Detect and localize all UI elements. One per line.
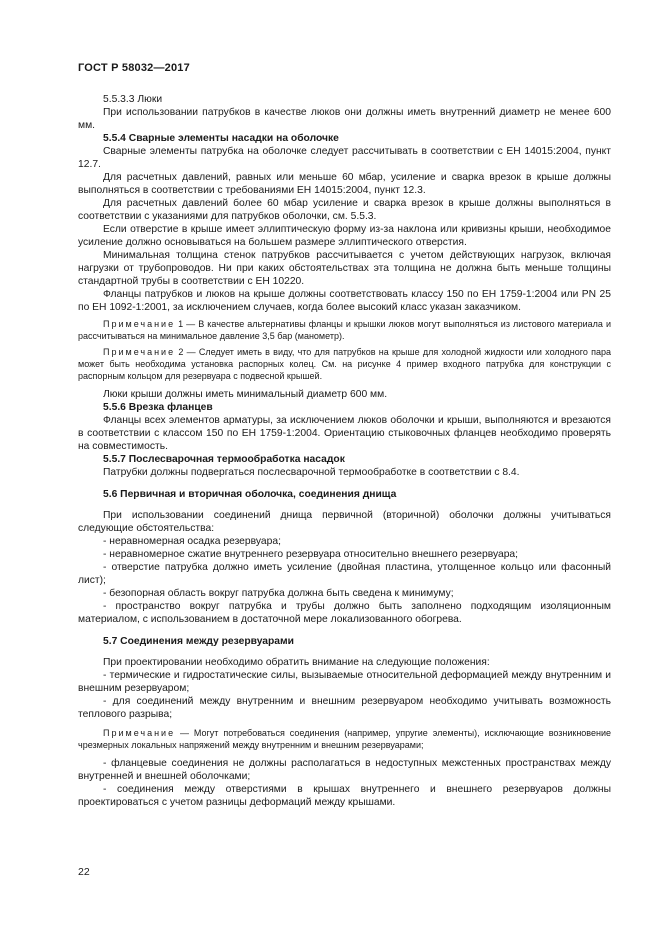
section-heading: 5.5.7 Послесварочная термообработка насадок <box>103 454 345 465</box>
paragraph: При проектировании необходимо обратить внимание на следующие положения: <box>103 657 490 668</box>
note-text: — Могут потребоваться соединения (например, упругие элементы), исключающие возникновение чрезмерных локальных напряжений между внутренним и внешним резервуарами; <box>78 728 611 750</box>
paragraph: Сварные элементы патрубка на оболочке следует рассчитывать в соответствии с ЕН 14015:2004, пункт 12.7. <box>78 146 611 170</box>
note <box>78 727 611 751</box>
note-label: Примечание <box>103 347 176 357</box>
list-item: - для соединений между внутренним и внешним резервуаром необходимо учитывать возможность теплового разрыва; <box>78 696 611 720</box>
paragraph: Для расчетных давлений, равных или меньше 60 мбар, усиление и сварка врезок в крыше должны выполняться в соответствии с требованиями ЕН 14015:2004, пункт 12.3. <box>78 172 611 196</box>
note-text: 2 — Следует иметь в виду, что для патрубков на крыше для холодной жидкости или холодного пара может быть необходима установка распорных колец. См. на рисунке 4 пример входного патрубка для конструкции с распорным кольцом для резервуара с подвесной крышей. <box>78 347 611 381</box>
section-heading: 5.5.4 Сварные элементы насадки на оболочке <box>103 133 339 144</box>
list-item: - фланцевые соединения не должны располагаться в недоступных межстенных пространствах между внутренней и внешней оболочками; <box>78 758 611 782</box>
list-item: - отверстие патрубка должно иметь усиление (двойная пластина, утолщенное кольцо или фасонный лист); <box>78 562 611 586</box>
paragraph: Фланцы патрубков и люков на крыше должны соответствовать классу 150 по ЕН 1759-1:2004 или PN 25 по ЕН 1092-1:2001, за исключением случаев, когда более высокий класс указан заказчиком. <box>78 289 611 313</box>
document-header: ГОСТ Р 58032—2017 <box>78 62 190 74</box>
list-item: - термические и гидростатические силы, вызываемые относительной деформацией между внутренним и внешним резервуаром; <box>78 670 611 694</box>
page-number: 22 <box>78 866 90 878</box>
paragraph: Патрубки должны подвергаться послесварочной термообработке в соответствии с 8.4. <box>103 467 520 478</box>
paragraph: При использовании соединений днища первичной (вторичной) оболочки должны учитываться следующие обстоятельства: <box>78 510 611 534</box>
section-heading: 5.6 Первичная и вторичная оболочка, соединения днища <box>103 489 397 500</box>
paragraph: 5.5.3.3 Люки <box>103 94 163 105</box>
section-heading: 5.5.6 Врезка фланцев <box>103 402 213 413</box>
list-item: - неравномерная осадка резервуара; <box>103 536 281 547</box>
note <box>78 346 611 382</box>
paragraph: Если отверстие в крыше имеет эллиптическую форму из-за наклона или кривизны крыши, необходимое усиление должно основываться на большем размере эллиптического отверстия. <box>78 224 611 248</box>
paragraph: Минимальная толщина стенок патрубков рассчитывается с учетом действующих нагрузок, включая нагрузки от трубопроводов. Ни при каких обстоятельствах эта толщина не должна быть меньше толщины стандартной трубы в соответствии с ЕН 10220. <box>78 250 611 287</box>
note-text: 1 — В качестве альтернативы фланцы и крышки люков могут выполняться из листового материала и рассчитываться на минимальное давление 3,5 бар (манометр). <box>78 319 611 341</box>
paragraph: Фланцы всех элементов арматуры, за исключением люков оболочки и крыши, выполняются и врезаются в соответствии с классом 150 по ЕН 1759-1:2004. Ориентацию стыковочных фланцев необходимо проверять на совместимость. <box>78 415 611 452</box>
section-heading: 5.7 Соединения между резервуарами <box>103 636 294 647</box>
note <box>78 318 611 342</box>
list-item: - неравномерное сжатие внутреннего резервуара относительно внешнего резервуара; <box>103 549 519 560</box>
list-item: - соединения между отверстиями в крышах внутреннего и внешнего резервуаров должны проектироваться с учетом разницы деформаций между крышами. <box>78 784 611 808</box>
note-label: Примечание <box>103 728 176 738</box>
list-item: - пространство вокруг патрубка и трубы должно быть заполнено подходящим изоляционным материалом, с использованием в достаточной мере локализованного обогрева. <box>78 601 611 625</box>
document-body <box>78 93 611 809</box>
paragraph: Люки крыши должны иметь минимальный диаметр 600 мм. <box>103 389 388 400</box>
paragraph: Для расчетных давлений более 60 мбар усиление и сварка врезок в крыше должны выполняться в соответствии с указаниями для патрубков оболочки, см. 5.5.3. <box>78 198 611 222</box>
list-item: - безопорная область вокруг патрубка должна быть сведена к минимуму; <box>103 588 454 599</box>
paragraph: При использовании патрубков в качестве люков они должны иметь внутренний диаметр не менее 600 мм. <box>78 107 611 131</box>
note-label: Примечание <box>103 319 176 329</box>
